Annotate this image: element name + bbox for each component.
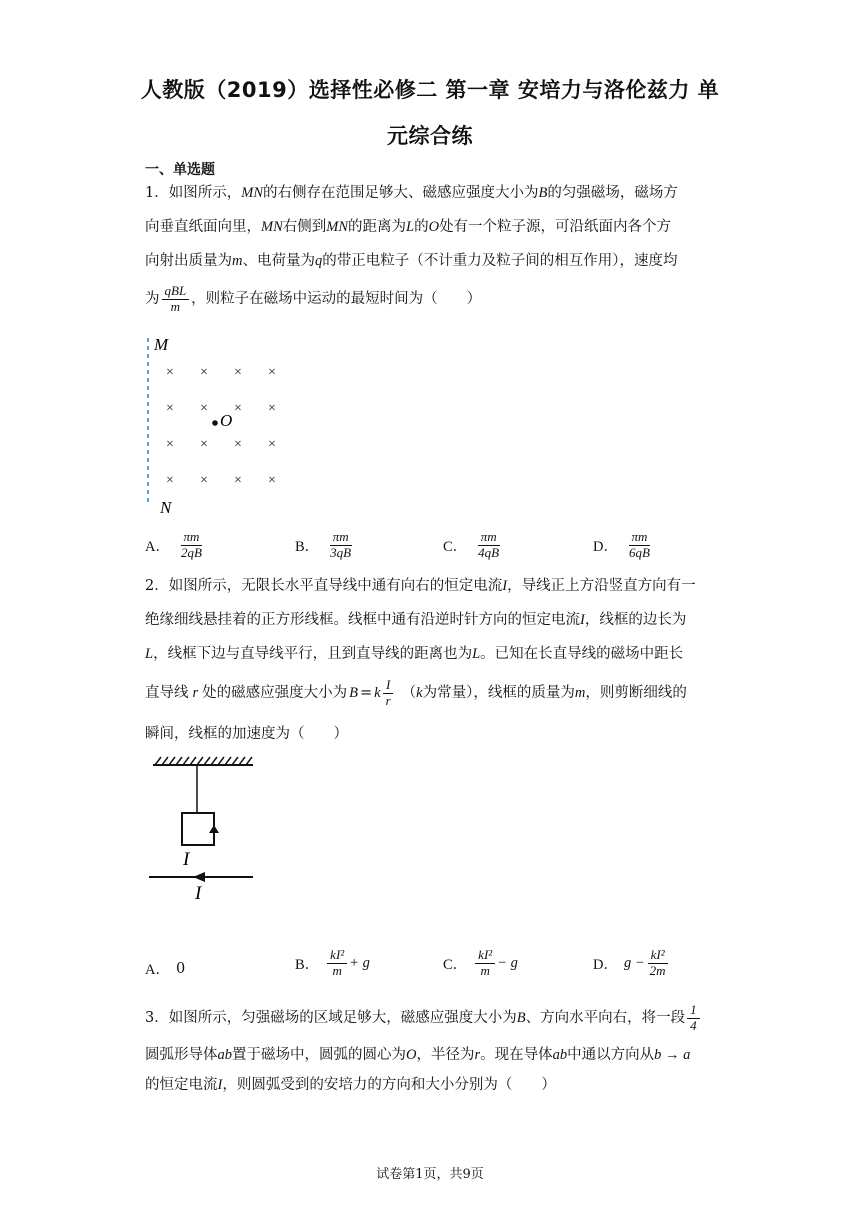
field-cross-mark: ×	[200, 437, 208, 452]
q1-line1: 1．如图所示，MN的右侧存在范围足够大、磁感应强度大小为B的匀强磁场，磁场方	[145, 185, 678, 201]
page-title-line2: 元综合练	[387, 124, 473, 148]
field-cross-mark: ×	[234, 473, 242, 488]
q2-line5: 瞬间，线框的加速度为（ ）	[145, 726, 348, 742]
label-M: M	[154, 335, 169, 354]
quarter-fraction: $\frac{1}{4}$	[687, 1003, 700, 1034]
field-formula-fraction: $\frac{I}{r}$	[383, 678, 394, 709]
q2-line4: 直导线 r 处的磁感应强度大小为 B = k $\frac{I}{r}$ （ k 为常量），线框的质量为 m ，则剪断细线的	[145, 677, 687, 708]
q1-option-C[interactable]: C． $\frac{\pi m}{4qB}$	[443, 529, 500, 560]
q2-option-B[interactable]: B． $\frac{\text{kI²}}{m}$ + g	[295, 947, 370, 978]
field-cross-mark: ×	[268, 401, 276, 416]
square-loop	[182, 813, 214, 845]
field-cross-mark: ×	[200, 401, 208, 416]
source-point-O	[212, 420, 218, 426]
q1-line2: 向垂直纸面向里，MN右侧到MN的距离为L的O处有一个粒子源，可沿纸面内各个方	[145, 219, 672, 235]
page-footer: 试卷第1页，共9页	[376, 1167, 484, 1182]
loop-current-arrow	[209, 825, 219, 833]
q2-line1: 2．如图所示，无限长水平直导线中通有向右的恒定电流I，导线正上方沿竖直方向有一	[145, 578, 696, 594]
q2-line2: 绝缘细线悬挂着的正方形线框。线框中通有沿逆时针方向的恒定电流I，线框的边长为	[145, 612, 687, 628]
label-N: N	[160, 498, 172, 517]
field-cross-mark: ×	[268, 365, 276, 380]
section-heading: 一、单选题	[145, 162, 215, 178]
q1-option-B[interactable]: B． $\frac{\pi m}{3qB}$	[295, 529, 352, 560]
field-cross-mark: ×	[268, 437, 276, 452]
q2-option-D[interactable]: D． g − $\frac{\text{kI²}}{2m}$	[593, 948, 671, 979]
field-cross-mark: ×	[234, 401, 242, 416]
q1-line4: 为 $\frac{\text{qBL}}{m}$ ，则粒子在磁场中运动的最短时间为（ ）	[145, 283, 482, 314]
q2-option-C[interactable]: C． $\frac{\text{kI²}}{m}$ − g	[443, 947, 518, 978]
wire-current-label: I	[195, 883, 202, 904]
ceiling-hatching	[155, 757, 252, 765]
field-cross-mark: ×	[234, 437, 242, 452]
q2-option-A[interactable]: A． 0	[145, 960, 186, 978]
q2-line3: L，线框下边与直导线平行，且到直导线的距离也为L。已知在长直导线的磁场中距长	[145, 646, 684, 662]
q3-line1: 3．如图所示，匀强磁场的区域足够大，磁感应强度大小为 B 、方向水平向右，将一段 $\frac{1}{4}$	[145, 1003, 702, 1034]
q3-line3: 的恒定电流I，则圆弧受到的安培力的方向和大小分别为（ ）	[145, 1077, 556, 1093]
field-cross-mark: ×	[200, 365, 208, 380]
field-cross-mark: ×	[200, 473, 208, 488]
speed-fraction: $\frac{\text{qBL}}{m}$	[162, 284, 190, 315]
label-O: O	[220, 411, 233, 430]
field-cross-mark: ×	[166, 437, 174, 452]
q1-option-A[interactable]: A． $\frac{\pi m}{2qB}$	[145, 529, 202, 560]
field-cross-mark: ×	[166, 365, 174, 380]
q1-option-D[interactable]: D． $\frac{\pi m}{6qB}$	[593, 529, 650, 560]
wire-loop-figure	[145, 755, 265, 905]
field-cross-mark: ×	[234, 365, 242, 380]
wire-current-arrow	[193, 872, 205, 882]
magnetic-field-figure	[140, 330, 300, 520]
q1-line3: 向射出质量为m、电荷量为q的带正电粒子（不计重力及粒子间的相互作用），速度均	[145, 253, 678, 269]
field-cross-mark: ×	[268, 473, 276, 488]
loop-current-label: I	[183, 849, 190, 870]
page-title-line1: 人教版（2019）选择性必修二 第一章 安培力与洛伦兹力 单	[140, 78, 720, 102]
field-cross-mark: ×	[166, 473, 174, 488]
field-cross-mark: ×	[166, 401, 174, 416]
q3-line2: 圆弧形导体ab置于磁场中，圆弧的圆心为O，半径为r。现在导体ab中通以方向从b → a	[145, 1047, 691, 1063]
